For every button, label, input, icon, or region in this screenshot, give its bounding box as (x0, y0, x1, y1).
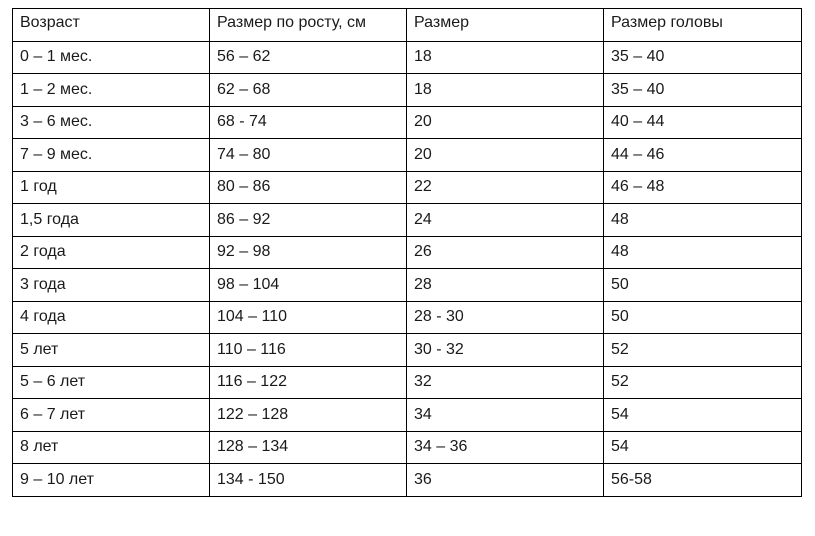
cell-age: 1,5 года (13, 204, 210, 237)
table-row (13, 301, 802, 334)
table-row (13, 464, 802, 497)
header-age: Возраст (13, 9, 210, 42)
header-height-size: Размер по росту, см (210, 9, 407, 42)
cell-head-size: 52 (604, 334, 802, 367)
cell-age: 9 – 10 лет (13, 464, 210, 497)
cell-size: 34 (407, 399, 604, 432)
cell-age: 6 – 7 лет (13, 399, 210, 432)
cell-size: 20 (407, 106, 604, 139)
table-row (13, 74, 802, 107)
cell-head-size: 50 (604, 269, 802, 302)
table-row (13, 269, 802, 302)
cell-head-size: 35 – 40 (604, 74, 802, 107)
table-row (13, 399, 802, 432)
header-size: Размер (407, 9, 604, 42)
cell-height-size: 62 – 68 (210, 74, 407, 107)
cell-height-size: 86 – 92 (210, 204, 407, 237)
cell-height-size: 122 – 128 (210, 399, 407, 432)
cell-head-size: 50 (604, 301, 802, 334)
cell-head-size: 54 (604, 399, 802, 432)
cell-size: 24 (407, 204, 604, 237)
cell-height-size: 74 – 80 (210, 139, 407, 172)
cell-age: 0 – 1 мес. (13, 41, 210, 74)
cell-head-size: 44 – 46 (604, 139, 802, 172)
cell-height-size: 68 - 74 (210, 106, 407, 139)
cell-head-size: 54 (604, 431, 802, 464)
table-row (13, 204, 802, 237)
cell-size: 28 - 30 (407, 301, 604, 334)
table-body (13, 41, 802, 496)
cell-age: 5 лет (13, 334, 210, 367)
cell-size: 28 (407, 269, 604, 302)
cell-height-size: 128 – 134 (210, 431, 407, 464)
cell-height-size: 80 – 86 (210, 171, 407, 204)
table-row (13, 139, 802, 172)
size-table (12, 8, 802, 497)
cell-size: 32 (407, 366, 604, 399)
cell-size: 30 - 32 (407, 334, 604, 367)
cell-height-size: 110 – 116 (210, 334, 407, 367)
header-head-size: Размер головы (604, 9, 802, 42)
cell-size: 26 (407, 236, 604, 269)
cell-age: 1 год (13, 171, 210, 204)
table-row (13, 236, 802, 269)
cell-size: 20 (407, 139, 604, 172)
header-row (13, 9, 802, 42)
cell-head-size: 56-58 (604, 464, 802, 497)
cell-height-size: 134 - 150 (210, 464, 407, 497)
cell-height-size: 116 – 122 (210, 366, 407, 399)
cell-age: 8 лет (13, 431, 210, 464)
table-row (13, 41, 802, 74)
cell-head-size: 48 (604, 204, 802, 237)
cell-head-size: 40 – 44 (604, 106, 802, 139)
cell-age: 3 года (13, 269, 210, 302)
cell-height-size: 92 – 98 (210, 236, 407, 269)
table-row (13, 431, 802, 464)
cell-size: 18 (407, 41, 604, 74)
cell-size: 22 (407, 171, 604, 204)
table-row (13, 171, 802, 204)
cell-age: 4 года (13, 301, 210, 334)
table-row (13, 334, 802, 367)
cell-height-size: 98 – 104 (210, 269, 407, 302)
cell-age: 7 – 9 мес. (13, 139, 210, 172)
cell-size: 18 (407, 74, 604, 107)
cell-head-size: 35 – 40 (604, 41, 802, 74)
cell-height-size: 104 – 110 (210, 301, 407, 334)
cell-age: 1 – 2 мес. (13, 74, 210, 107)
cell-size: 36 (407, 464, 604, 497)
table-row (13, 106, 802, 139)
table-row (13, 366, 802, 399)
cell-age: 5 – 6 лет (13, 366, 210, 399)
cell-height-size: 56 – 62 (210, 41, 407, 74)
cell-head-size: 46 – 48 (604, 171, 802, 204)
cell-age: 3 – 6 мес. (13, 106, 210, 139)
cell-age: 2 года (13, 236, 210, 269)
cell-head-size: 52 (604, 366, 802, 399)
cell-head-size: 48 (604, 236, 802, 269)
cell-size: 34 – 36 (407, 431, 604, 464)
